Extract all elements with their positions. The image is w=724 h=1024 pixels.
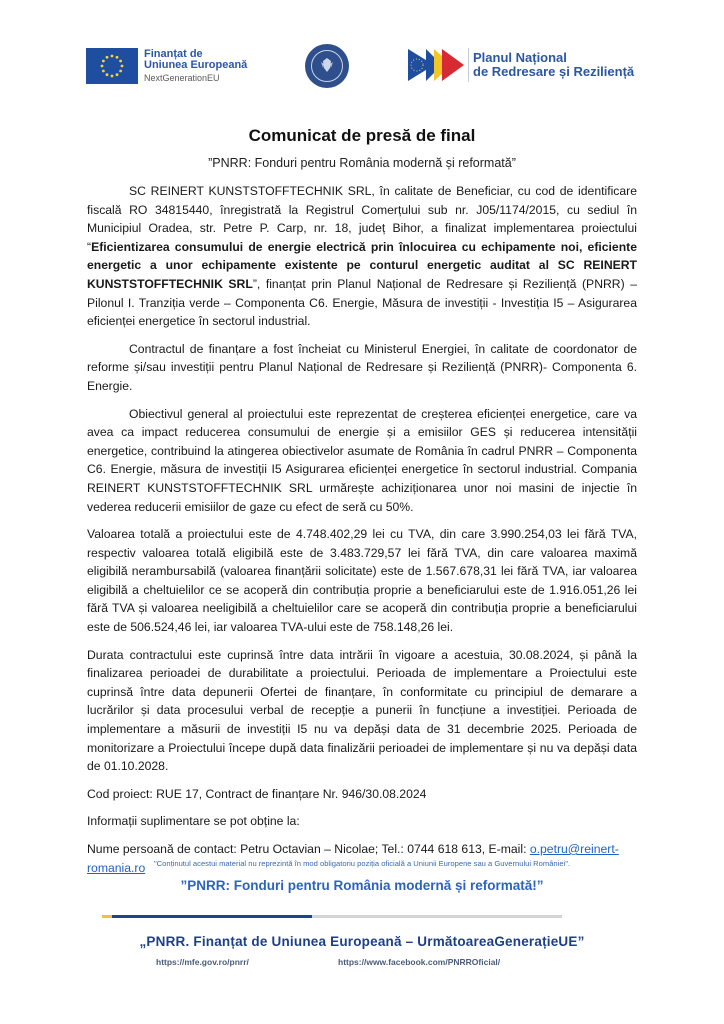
footer-slogan: ”PNRR: Fonduri pentru România modernă și reformată!” bbox=[180, 878, 544, 893]
document-body bbox=[87, 182, 637, 886]
contact-text: Nume persoană de contact: Petru Octavian – Nicolae; Tel.: 0744 618 613, E-mail: bbox=[87, 842, 530, 856]
pnrr-arrows-icon bbox=[408, 49, 464, 81]
pnrr-logo-line1: Planul Național bbox=[473, 50, 567, 66]
footer-tagline: „PNRR. Finanțat de Uniunea Europeană – UrmătoareaGenerațieUE” bbox=[139, 934, 585, 949]
contact-email-link[interactable]: o.petru@reinert-romania.ro bbox=[87, 842, 619, 875]
pnrr-logo bbox=[408, 48, 634, 82]
logo-divider bbox=[468, 48, 469, 82]
paragraph-text: ”, finanțat prin Planul Național de Redresare și Reziliență (PNRR) – Pilonul I. Tranziția verde – Componenta C6. Energie, Măsura de investiții - Investiția I5 – Asigurarea eficienței energetice în sectorul industrial. bbox=[87, 276, 637, 329]
paragraph-beneficiary bbox=[87, 182, 637, 331]
pnrr-logo-line2: de Redresare și Reziliență bbox=[473, 64, 635, 79]
paragraph-values: Valoarea totală a proiectului este de 4.748.402,29 lei cu TVA, din care 3.990.254,03 lei fără TVA, respectiv valoarea totală eligibilă este de 3.483.729,57 lei fără TVA, din care valoarea maximă eligibilă nerambursabilă (valoarea finanțării solicitate) este de 1.567.678,31 lei fără TVA, iar valoarea eligibilă a cheltuielilor ce se acoperă din contribuția proprie a beneficiarului este de 1.916.051,26 lei fără TVA și valoarea neeligibilă a cheltuielilor care se acoperă din contribuția proprie a beneficiarului este de 506.524,46 lei, iar valoarea TVA-ului este de 758.148,26 lei. bbox=[87, 527, 637, 635]
eu-logo-line3: NextGenerationEU bbox=[144, 72, 220, 83]
footer-divider-bar bbox=[102, 915, 462, 918]
page-title: Comunicat de presă de final bbox=[248, 126, 476, 145]
eu-logo-line2: Uniunea Europeană bbox=[144, 59, 248, 72]
romanian-government-seal-icon bbox=[305, 44, 349, 88]
header-logos bbox=[86, 44, 646, 90]
page-subtitle: ”PNRR: Fonduri pentru România modernă și reformată” bbox=[208, 156, 516, 170]
paragraph-text: SC REINERT KUNSTSTOFFTECHNIK SRL, în calitate de Beneficiar, cu cod de identificare fiscală RO 34815440, înregistrată la Registrul Comerțului sub nr. J05/1174/2015, cu sediul în Municipiul Oradea, str. Petre P. Carp, nr. 18, județ Bihor, a finalizat implementarea proiectului “ bbox=[87, 184, 637, 254]
paragraph-project-code: Cod proiect: RUE 17, Contract de finanțare Nr. 946/30.08.2024 bbox=[87, 786, 427, 801]
paragraph-objective: Obiectivul general al proiectului este reprezentat de creșterea eficienței energetice, care va avea ca impact reducerea consumului de energie și a emisiilor GES și reducerea intensității energetice, contribuind la atingerea obiectivelor asumate de România în cadrul PNRR – Componenta C6. Energie, măsura de investiții I5 Asigurarea eficienței energetice în sectorul industrial. Compania REINERT KUNSTSTOFFTECHNIK SRL urmărește achiziționarea unor noi masini de injectie în vederea reducerii emisiilor de gaze cu efect de seră cu 50%. bbox=[87, 406, 637, 514]
eu-logo-line1: Finanțat de bbox=[144, 47, 203, 60]
eu-funding-logo bbox=[86, 48, 247, 84]
eu-disclaimer: "Conținutul acestui material nu reprezintă în mod obligatoriu poziția oficială a Uniunii Europene sau a Guvernului României". bbox=[153, 859, 571, 868]
facebook-link[interactable]: https://www.facebook.com/PNRROficial/ bbox=[338, 957, 501, 967]
paragraph-info: Informații suplimentare se pot obține la: bbox=[87, 814, 300, 829]
paragraph-duration: Durata contractului este cuprinsă între data intrării în vigoare a acestuia, 30.08.2024, și până la finalizarea perioadei de durabilitate a proiectului. Perioada de implementare a Proiectului este cuprinsă între data depunerii Ofertei de finanțare, în conformitate cu principiul de demarare a lucrărilor și data procesului verbal de recepție a punerii în funcțiune a investiției. Perioada de implementare a măsurii de investiții I5 nu va depăși data de 31 decembrie 2025. Perioada de monitorizare a Proiectului începe după data finalizării perioadei de implementare și nu va depăși data de 01.10.2028. bbox=[87, 647, 637, 774]
mfe-link[interactable]: https://mfe.gov.ro/pnrr/ bbox=[156, 957, 249, 967]
paragraph-contract: Contractul de finanțare a fost încheiat cu Ministerul Energiei, în calitate de coordonator de reforme și/sau investiții pentru Planul Național de Redresare și Reziliență (PNRR)- Componenta 6. Energie. bbox=[87, 341, 637, 393]
eu-flag-icon bbox=[86, 48, 138, 84]
project-name: Eficientizarea consumului de energie electrică prin înlocuirea cu echipamente noi, eficiente energetic a unor echipamente existente pe conturul energetic auditat al SC REINERT KUNSTSTOFFTECHNIK SRL bbox=[87, 239, 637, 291]
